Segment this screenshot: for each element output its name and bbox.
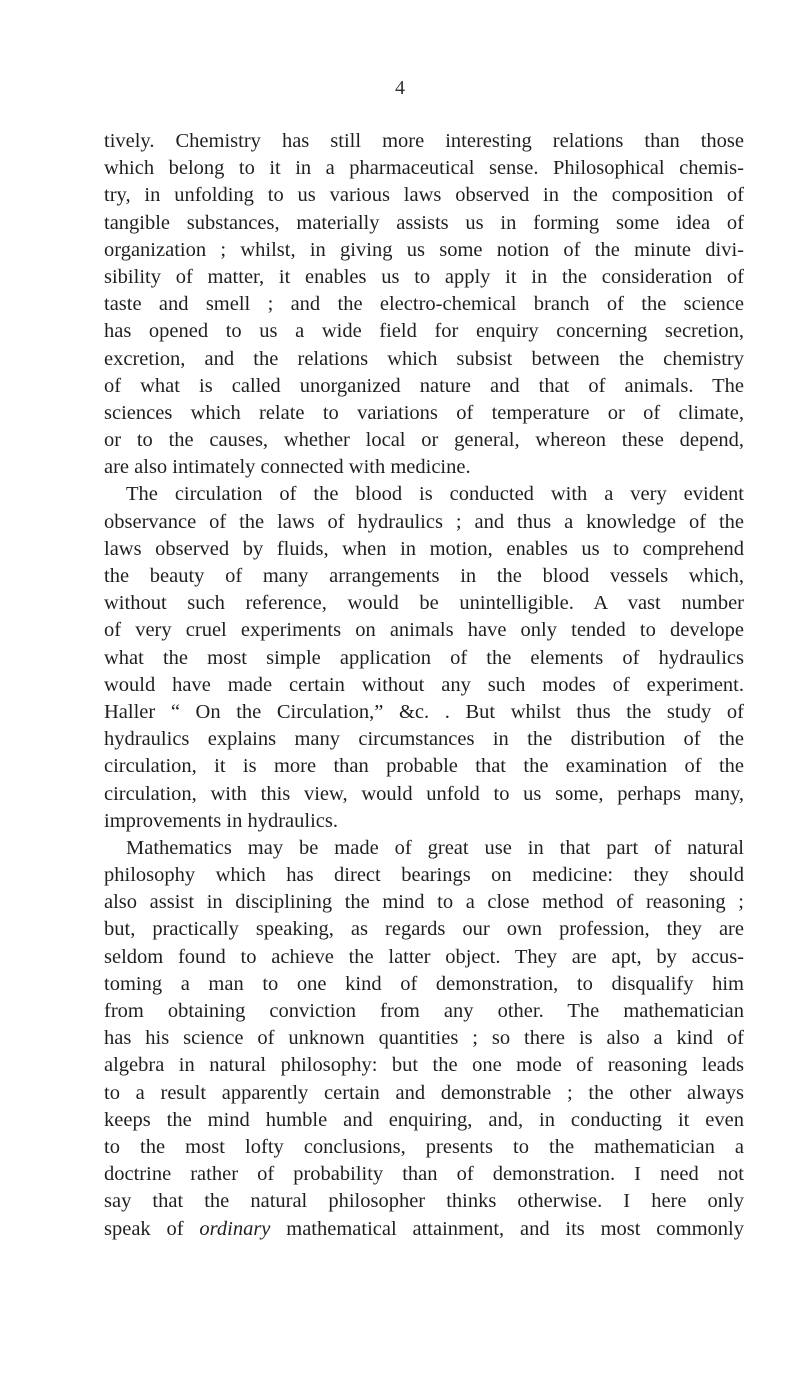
text-line: circulation, it is more than probable that the examination of the: [104, 755, 744, 778]
text-line: excretion, and the relations which subsist between the chemistry: [104, 347, 744, 370]
text-line: The circulation of the blood is conducted with a very evident: [126, 483, 744, 506]
text-line: from obtaining conviction from any other. The mathematician: [104, 1000, 744, 1022]
paragraph: [104, 835, 744, 1243]
text-line-final: [104, 1216, 744, 1243]
text-line: sciences which relate to variations of temperature or of climate,: [104, 401, 744, 424]
text-line: are also intimately connected with medicine.: [104, 456, 471, 479]
text-line: has opened to us a wide field for enquiry concerning secretion,: [104, 320, 744, 343]
text-line: but, practically speaking, as regards our own profession, they are: [104, 918, 744, 941]
text-line: Mathematics may be made of great use in that part of natural: [126, 836, 744, 859]
text-line: circulation, with this view, would unfold to us some, perhaps many,: [104, 782, 744, 805]
text-line: hydraulics explains many circumstances in the distribution of the: [104, 728, 744, 751]
text-line: tively. Chemistry has still more interesting relations than those: [104, 130, 744, 152]
text-line: Haller “ On the Circulation,” &c. . But whilst thus the study of: [104, 700, 744, 723]
text-line: or to the causes, whether local or general, whereon these depend,: [104, 429, 744, 452]
text-line: to the most lofty conclusions, presents to the mathematician a: [104, 1135, 744, 1158]
text-segment: mathematical attainment, and its most commonly: [270, 1217, 744, 1240]
text-line: which belong to it in a pharmaceutical sense. Philosophical chemis-: [104, 157, 744, 180]
text-line: philosophy which has direct bearings on medicine: they should: [104, 864, 744, 887]
text-line: the beauty of many arrangements in the blood vessels which,: [104, 565, 744, 587]
italic-emphasis: ordinary: [199, 1217, 271, 1240]
text-line: without such reference, would be unintelligible. A vast number: [104, 592, 744, 615]
text-line: doctrine rather of probability than of demonstration. I need not: [104, 1163, 744, 1186]
text-line: organization ; whilst, in giving us some notion of the minute divi-: [104, 238, 744, 261]
text-line: say that the natural philosopher thinks otherwise. I here only: [104, 1190, 744, 1213]
body-text: [104, 128, 744, 1243]
text-line: what the most simple application of the elements of hydraulics: [104, 646, 744, 669]
text-segment: speak of: [104, 1217, 200, 1240]
text-line: of what is called unorganized nature and that of animals. The: [104, 374, 744, 397]
paragraph: [104, 481, 744, 834]
text-line: also assist in disciplining the mind to a close method of reasoning ;: [104, 891, 744, 914]
text-line: would have made certain without any such modes of experiment.: [104, 673, 744, 696]
text-line: taste and smell ; and the electro-chemical branch of the science: [104, 293, 744, 316]
text-line: laws observed by fluids, when in motion, enables us to comprehend: [104, 537, 744, 560]
page-number: 4: [395, 77, 405, 99]
text-line: toming a man to one kind of demonstration, to disqualify him: [104, 972, 744, 995]
text-line: of very cruel experiments on animals have only tended to develope: [104, 619, 744, 642]
text-line: observance of the laws of hydraulics ; and thus a knowledge of the: [104, 510, 744, 533]
text-line: sibility of matter, it enables us to apply it in the consideration of: [104, 265, 744, 288]
paragraph: [104, 128, 744, 481]
text-line: algebra in natural philosophy: but the one mode of reasoning leads: [104, 1054, 744, 1077]
text-line: seldom found to achieve the latter object. They are apt, by accus-: [104, 945, 744, 968]
text-line: tangible substances, materially assists us in forming some idea of: [104, 211, 744, 234]
text-line: try, in unfolding to us various laws observed in the composition of: [104, 184, 744, 207]
text-line: improvements in hydraulics.: [104, 809, 338, 832]
text-line: keeps the mind humble and enquiring, and, in conducting it even: [104, 1108, 744, 1131]
text-line: to a result apparently certain and demonstrable ; the other always: [104, 1081, 744, 1104]
text-line: has his science of unknown quantities ; so there is also a kind of: [104, 1027, 744, 1050]
